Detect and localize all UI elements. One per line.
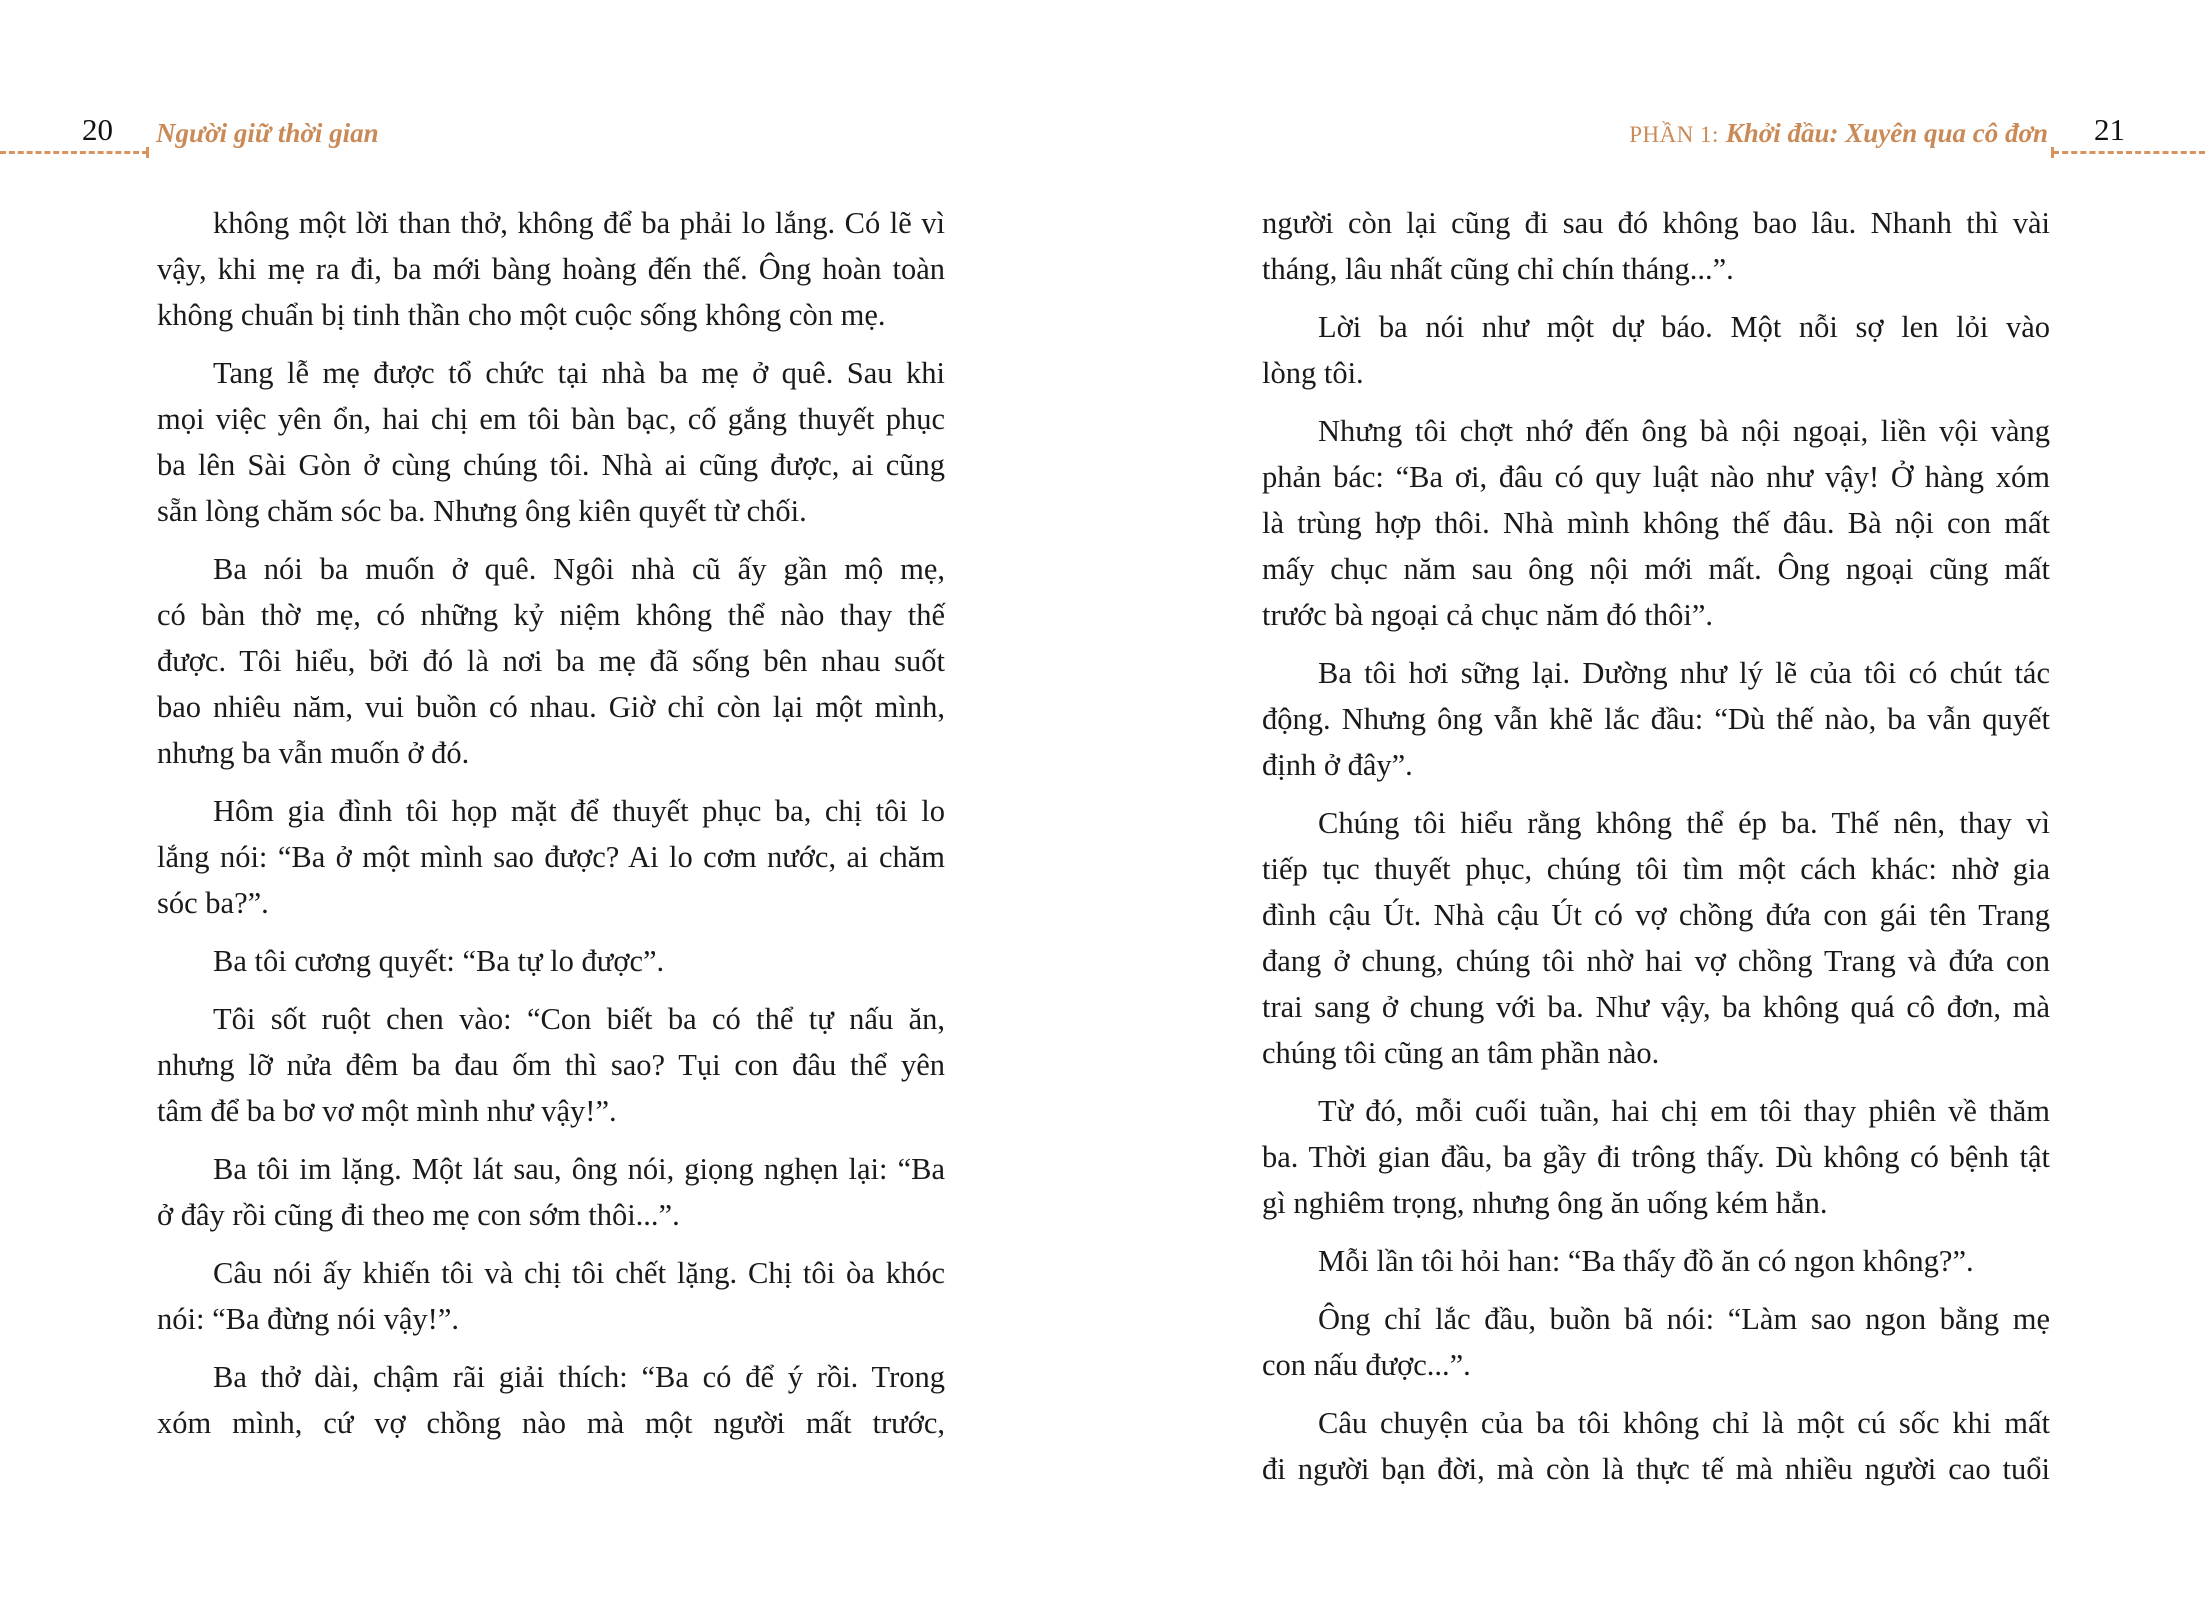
text-line: trai sang ở chung với ba. Như vậy, ba không quá cô đơn, mà [1262, 990, 2050, 1024]
paragraph [157, 996, 945, 1134]
left-page [0, 0, 1102, 1615]
text-line: Chúng tôi hiểu rằng không thể ép ba. Thế nên, thay vì [1318, 806, 2050, 840]
body-text [1262, 200, 2050, 1504]
paragraph [1262, 1088, 2050, 1226]
paragraph [157, 788, 945, 926]
text-line: đình cậu Út. Nhà cậu Út có vợ chồng đứa con gái tên Trang [1262, 898, 2050, 932]
header-dashed-rule [2053, 151, 2205, 154]
text-line: Từ đó, mỗi cuối tuần, hai chị em tôi thay phiên về thăm [1318, 1094, 2050, 1128]
text-line: Hôm gia đình tôi họp mặt để thuyết phục ba, chị tôi lo [213, 794, 945, 828]
paragraph [157, 1250, 945, 1342]
running-header [1629, 118, 2048, 149]
text-line: sóc ba?”. [157, 886, 269, 920]
text-line: ba. Thời gian đầu, ba gầy đi trông thấy. Dù không có bệnh tật [1262, 1140, 2050, 1174]
text-line: ba lên Sài Gòn ở cùng chúng tôi. Nhà ai cũng được, ai cũng [157, 448, 945, 482]
text-line: Mỗi lần tôi hỏi han: “Ba thấy đồ ăn có ngon không?”. [1318, 1244, 1974, 1278]
paragraph [1262, 304, 2050, 396]
paragraph [1262, 1296, 2050, 1388]
text-line: được. Tôi hiểu, bởi đó là nơi ba mẹ đã sống bên nhau suốt [157, 644, 945, 678]
text-line: Ba tôi im lặng. Một lát sau, ông nói, giọng nghẹn lại: “Ba [213, 1152, 945, 1186]
running-title: Khởi đầu: Xuyên qua cô đơn [1725, 118, 2048, 148]
text-line: Câu nói ấy khiến tôi và chị tôi chết lặng. Chị tôi òa khóc [213, 1256, 945, 1290]
text-line: không chuẩn bị tinh thần cho một cuộc sống không còn mẹ. [157, 298, 886, 332]
text-line: lắng nói: “Ba ở một mình sao được? Ai lo cơm nước, ai chăm [157, 840, 945, 874]
paragraph [1262, 800, 2050, 1076]
text-line: mọi việc yên ổn, hai chị em tôi bàn bạc, cố gắng thuyết phục [157, 402, 945, 436]
section-label: PHẦN 1: [1629, 122, 1719, 147]
text-line: nhưng ba vẫn muốn ở đó. [157, 736, 470, 770]
text-line: con nấu được...”. [1262, 1348, 1471, 1382]
text-line: sẵn lòng chăm sóc ba. Nhưng ông kiên quyết từ chối. [157, 494, 807, 528]
text-line: trước bà ngoại cả chục năm đó thôi”. [1262, 598, 1714, 632]
paragraph [1262, 1238, 2050, 1284]
text-line: ở đây rồi cũng đi theo mẹ con sớm thôi...”. [157, 1198, 680, 1232]
paragraph [157, 1146, 945, 1238]
text-line: Câu chuyện của ba tôi không chỉ là một cú sốc khi mất [1318, 1406, 2050, 1440]
paragraph [1262, 650, 2050, 788]
text-line: bao nhiêu năm, vui buồn có nhau. Giờ chỉ còn lại một mình, [157, 690, 945, 724]
text-line: Lời ba nói như một dự báo. Một nỗi sợ len lỏi vào [1318, 310, 2050, 344]
paragraph [157, 546, 945, 776]
paragraph [1262, 408, 2050, 638]
text-line: định ở đây”. [1262, 748, 1413, 782]
text-line: lòng tôi. [1262, 356, 1364, 390]
text-line: tiếp tục thuyết phục, chúng tôi tìm một cách khác: nhờ gia [1262, 852, 2050, 886]
text-line: vậy, khi mẹ ra đi, ba mới bàng hoàng đến thế. Ông hoàn toàn [157, 252, 945, 286]
text-line: đi người bạn đời, mà còn là thực tế mà nhiều người cao tuổi [1262, 1452, 2050, 1486]
text-line: phản bác: “Ba ơi, đâu có quy luật nào như vậy! Ở hàng xóm [1262, 460, 2050, 494]
text-line: gì nghiêm trọng, nhưng ông ăn uống kém hẳn. [1262, 1186, 1828, 1220]
right-page [1103, 0, 2205, 1615]
running-title: Người giữ thời gian [156, 118, 379, 148]
text-line: xóm mình, cứ vợ chồng nào mà một người mất trước, [157, 1406, 945, 1440]
header-dashed-rule [0, 151, 148, 154]
text-line: Tôi sốt ruột chen vào: “Con biết ba có thể tự nấu ăn, [213, 1002, 945, 1036]
text-line: mấy chục năm sau ông nội mới mất. Ông ngoại cũng mất [1262, 552, 2050, 586]
text-line: Ba tôi hơi sững lại. Dường như lý lẽ của tôi có chút tác [1318, 656, 2050, 690]
page-number: 21 [2094, 112, 2125, 147]
paragraph [1262, 200, 2050, 292]
text-line: chúng tôi cũng an tâm phần nào. [1262, 1036, 1660, 1070]
rule-end-tick [146, 147, 149, 158]
text-line: người còn lại cũng đi sau đó không bao lâu. Nhanh thì vài [1262, 206, 2050, 240]
text-line: là trùng hợp thôi. Nhà mình không thế đâu. Bà nội con mất [1262, 506, 2050, 540]
paragraph [157, 938, 945, 984]
text-line: nói: “Ba đừng nói vậy!”. [157, 1302, 459, 1336]
text-line: động. Nhưng ông vẫn khẽ lắc đầu: “Dù thế nào, ba vẫn quyết [1262, 702, 2050, 736]
text-line: Ba nói ba muốn ở quê. Ngôi nhà cũ ấy gần mộ mẹ, [213, 552, 945, 586]
paragraph [157, 200, 945, 338]
text-line: tháng, lâu nhất cũng chỉ chín tháng...”. [1262, 252, 1734, 286]
text-line: nhưng lỡ nửa đêm ba đau ốm thì sao? Tụi con đâu thể yên [157, 1048, 945, 1082]
body-text [157, 200, 945, 1458]
text-line: có bàn thờ mẹ, có những kỷ niệm không thể nào thay thế [157, 598, 945, 632]
text-line: tâm để ba bơ vơ một mình như vậy!”. [157, 1094, 617, 1128]
text-line: đang ở chung, chúng tôi nhờ hai vợ chồng Trang và đứa con [1262, 944, 2050, 978]
page-number: 20 [82, 112, 113, 147]
paragraph [157, 1354, 945, 1446]
paragraph [1262, 1400, 2050, 1492]
text-line: Tang lễ mẹ được tổ chức tại nhà ba mẹ ở quê. Sau khi [213, 356, 945, 390]
text-line: Ông chỉ lắc đầu, buồn bã nói: “Làm sao ngon bằng mẹ [1318, 1302, 2050, 1336]
text-line: Ba thở dài, chậm rãi giải thích: “Ba có để ý rồi. Trong [213, 1360, 945, 1394]
text-line: Nhưng tôi chợt nhớ đến ông bà nội ngoại, liền vội vàng [1318, 414, 2050, 448]
text-line: Ba tôi cương quyết: “Ba tự lo được”. [213, 944, 665, 978]
text-line: không một lời than thở, không để ba phải lo lắng. Có lẽ vì [213, 206, 945, 240]
paragraph [157, 350, 945, 534]
